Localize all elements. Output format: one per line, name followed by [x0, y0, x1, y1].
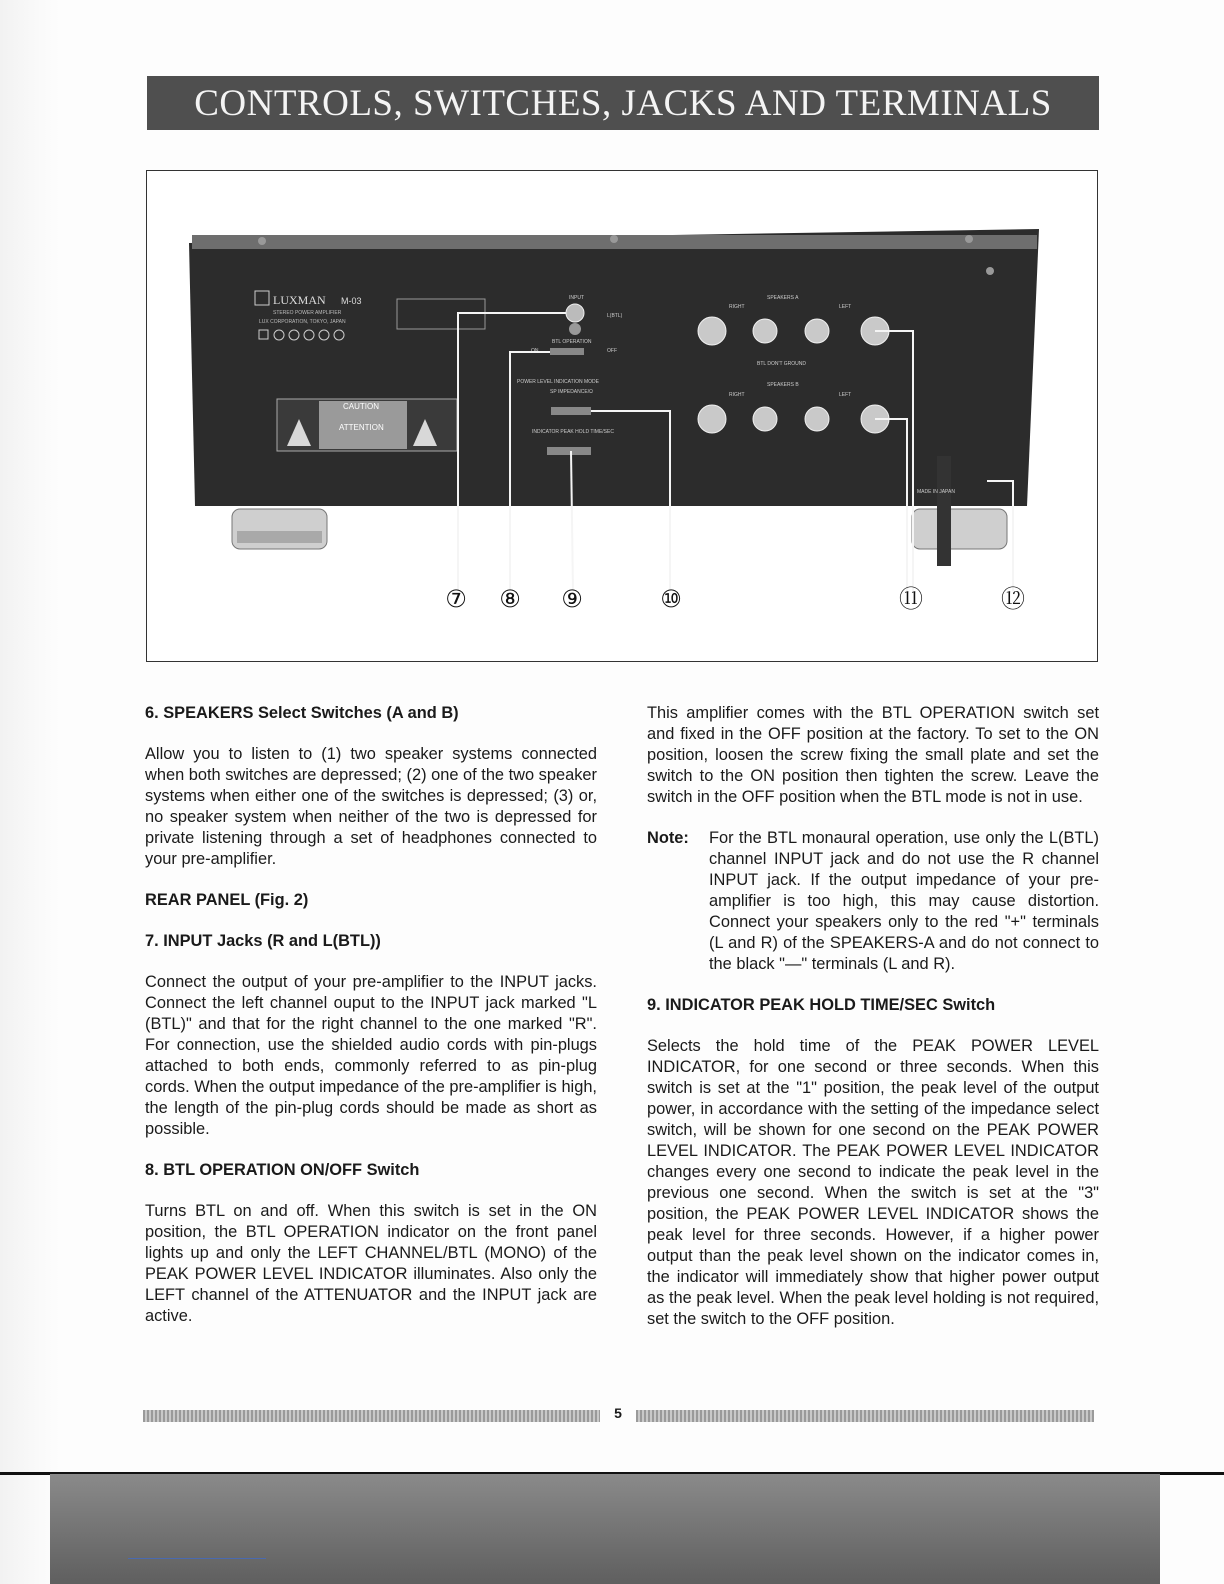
model-name: M-03 [341, 296, 362, 306]
callout-8: ⑧ [499, 585, 521, 613]
scan-bottom-shadow [50, 1474, 1160, 1584]
callout-9: ⑨ [561, 585, 583, 613]
impedance-switch [551, 407, 591, 415]
btl-operation-label: BTL OPERATION [552, 339, 592, 345]
speakers-a-label: SPEAKERS A [767, 295, 799, 301]
scan-artifact-line [128, 1558, 266, 1559]
heading-rear-panel: REAR PANEL (Fig. 2) [145, 891, 309, 909]
power-level-mode-label: POWER LEVEL INDICATION MODE [517, 379, 599, 385]
heading-peak-hold: 9. INDICATOR PEAK HOLD TIME/SEC Switch [647, 996, 996, 1014]
attention-label: ATTENTION [339, 423, 384, 432]
page-title: CONTROLS, SWITCHES, JACKS AND TERMINALS [147, 76, 1099, 130]
text-input-jacks: Connect the output of your pre-amplifier to the INPUT jacks. Connect the left channel ouput to the INPUT jack marked "L (BTL)" and that for the right channel to the one marked "R". For connection, use the shielded audio cords with pin-plugs attached to both ends, commonly referred to as pin-plug cords. When the output impedance of the pre-amplifier is high, the length of the pin-plug cords should be made as short as possible. [145, 973, 597, 1138]
rear-panel-illustration [147, 171, 1097, 661]
note-text: For the BTL monaural operation, use only the L(BTL) channel INPUT jack and do not use the R channel INPUT jack. If the output impedance of your pre-amplifier is too high, this may cause distortion. Connect your speakers only to the red "+" terminals (L and R) of the SPEAKERS-A and do not connect to the black "—" terminals (L and R). [709, 829, 1099, 973]
left-column [145, 703, 597, 1327]
caution-block [277, 399, 457, 451]
lbtl-label: L(BTL) [607, 313, 623, 319]
btl-off-label: OFF [607, 348, 617, 354]
heading-input-jacks: 7. INPUT Jacks (R and L(BTL)) [145, 932, 381, 950]
footer-rule-right [636, 1410, 1094, 1422]
brand-name: LUXMAN [273, 293, 326, 307]
input-jack-r [569, 323, 581, 335]
callout-7: ⑦ [445, 585, 467, 613]
callout-12: ⑫ [1001, 585, 1025, 613]
speakers-b-label: SPEAKERS B [767, 382, 799, 388]
input-label: INPUT [569, 295, 584, 301]
made-in-japan-label: MADE IN JAPAN [917, 489, 955, 495]
speakers-b-right: RIGHT [729, 392, 745, 398]
heading-speakers-select: 6. SPEAKERS Select Switches (A and B) [145, 704, 459, 722]
right-column [647, 703, 1099, 1330]
btl-dont-ground-label: BTL DON'T GROUND [757, 361, 807, 367]
speakers-a-right: RIGHT [729, 304, 745, 310]
maker-line: LUX CORPORATION, TOKYO, JAPAN [259, 319, 346, 325]
peak-hold-switch [547, 447, 591, 455]
power-cord [937, 456, 951, 566]
footer-rule-left [143, 1410, 600, 1422]
left-foot-shadow [237, 531, 322, 543]
text-speakers-select: Allow you to listen to (1) two speaker systems connected when both switches are depressed; (2) one of the two speaker systems when either one of the switches is depressed; (3) or, no speaker system when neither of the two is depressed for private listening through a set of headphones connected to your pre-amplifier. [145, 745, 597, 868]
btl-switch [550, 348, 584, 355]
caution-label: CAUTION [343, 402, 379, 411]
page-number: 5 [614, 1405, 622, 1421]
right-foot [912, 509, 1007, 549]
text-peak-hold: Selects the hold time of the PEAK POWER LEVEL INDICATOR, for one second or three seconds. When this switch is set at the "1" position, the peak level of the output power, in accordance with the setting of the impedance select switch, will be shown for one second on the PEAK POWER LEVEL INDICATOR. The PEAK POWER LEVEL INDICATOR changes every one second to indicate the peak level in the previous one second. When the switch is set at the "3" position, the PEAK POWER LEVEL INDICATOR shows the peak level for three seconds. However, if a higher power output than the peak level shown on the indicator comes in, the indicator will immediately show that higher power output as the peak level. When the peak level holding is not required, set the switch to the OFF position. [647, 1037, 1099, 1328]
input-jack-l [566, 304, 584, 322]
btl-note [647, 828, 1099, 975]
sp-impedance-label: SP IMPEDANCE/Ω [550, 389, 593, 395]
callout-11: ⑪ [899, 585, 923, 613]
text-btl-factory: This amplifier comes with the BTL OPERATION switch set and fixed in the OFF position at the factory. To set to the ON position, loosen the screw fixing the small plate and set the switch to the ON position then tighten the screw. Leave the switch in the OFF position when the BTL mode is not in use. [647, 704, 1099, 806]
speakers-a-left: LEFT [839, 304, 852, 310]
callout-10: ⑩ [660, 585, 682, 613]
scan-shadow [0, 0, 60, 1584]
chassis [189, 229, 1039, 506]
peak-hold-label: INDICATOR PEAK HOLD TIME/SEC [532, 429, 614, 435]
note-label: Note: [647, 829, 689, 847]
text-btl-operation: Turns BTL on and off. When this switch is set in the ON position, the BTL OPERATION indicator on the front panel lights up and only the LEFT CHANNEL/BTL (MONO) of the PEAK POWER LEVEL INDICATOR illuminates. Also only the LEFT channel of the ATTENUATOR and the INPUT jack are active. [145, 1202, 597, 1325]
speakers-b-left: LEFT [839, 392, 852, 398]
btl-on-label: ON [531, 348, 539, 354]
heading-btl-operation: 8. BTL OPERATION ON/OFF Switch [145, 1161, 420, 1179]
rear-panel-figure [146, 170, 1098, 662]
model-subtitle: STEREO POWER AMPLIFIER [273, 310, 342, 316]
